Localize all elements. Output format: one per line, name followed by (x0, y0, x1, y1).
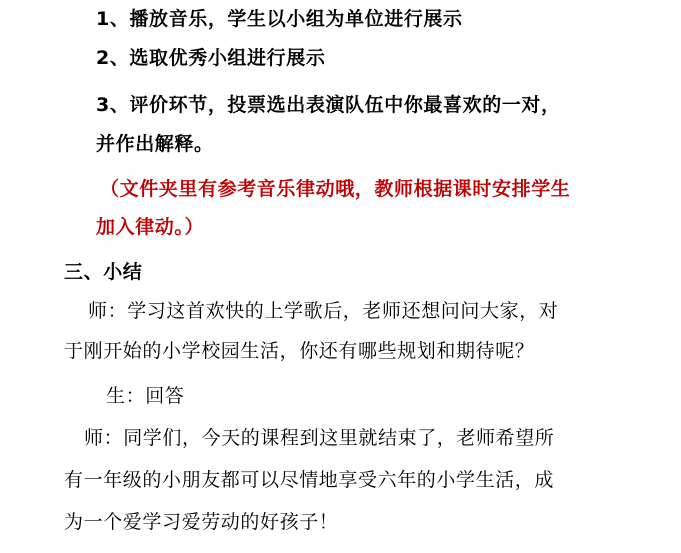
teacher-question-line-1: 师：学习这首欢快的上学歌后，老师还想问问大家，对 (88, 300, 559, 322)
teacher-closing-line-1: 师：同学们，今天的课程到这里就结束了，老师希望所 (84, 427, 555, 449)
teacher-note-line-1: （文件夹里有参考音乐律动哦，教师根据课时安排学生 (100, 178, 571, 200)
teacher-question-line-2: 于刚开始的小学校园生活，你还有哪些规划和期待呢？ (64, 340, 535, 362)
teacher-closing-line-2: 有一年级的小朋友都可以尽情地享受六年的小学生活，成 (64, 469, 555, 491)
step-3-continuation: 并作出解释。 (96, 133, 214, 155)
section-heading: 三、小结 (64, 261, 143, 283)
teacher-closing-line-3: 为一个爱学习爱劳动的好孩子！ (64, 511, 339, 533)
step-3-text: 3、评价环节，投票选出表演队伍中你最喜欢的一对， (96, 94, 561, 116)
teacher-note-line-2: 加入律动。） (96, 216, 205, 238)
student-answer: 生：回答 (106, 385, 185, 407)
step-1-text: 1、播放音乐，学生以小组为单位进行展示 (96, 8, 463, 30)
step-2-text: 2、选取优秀小组进行展示 (96, 47, 326, 69)
